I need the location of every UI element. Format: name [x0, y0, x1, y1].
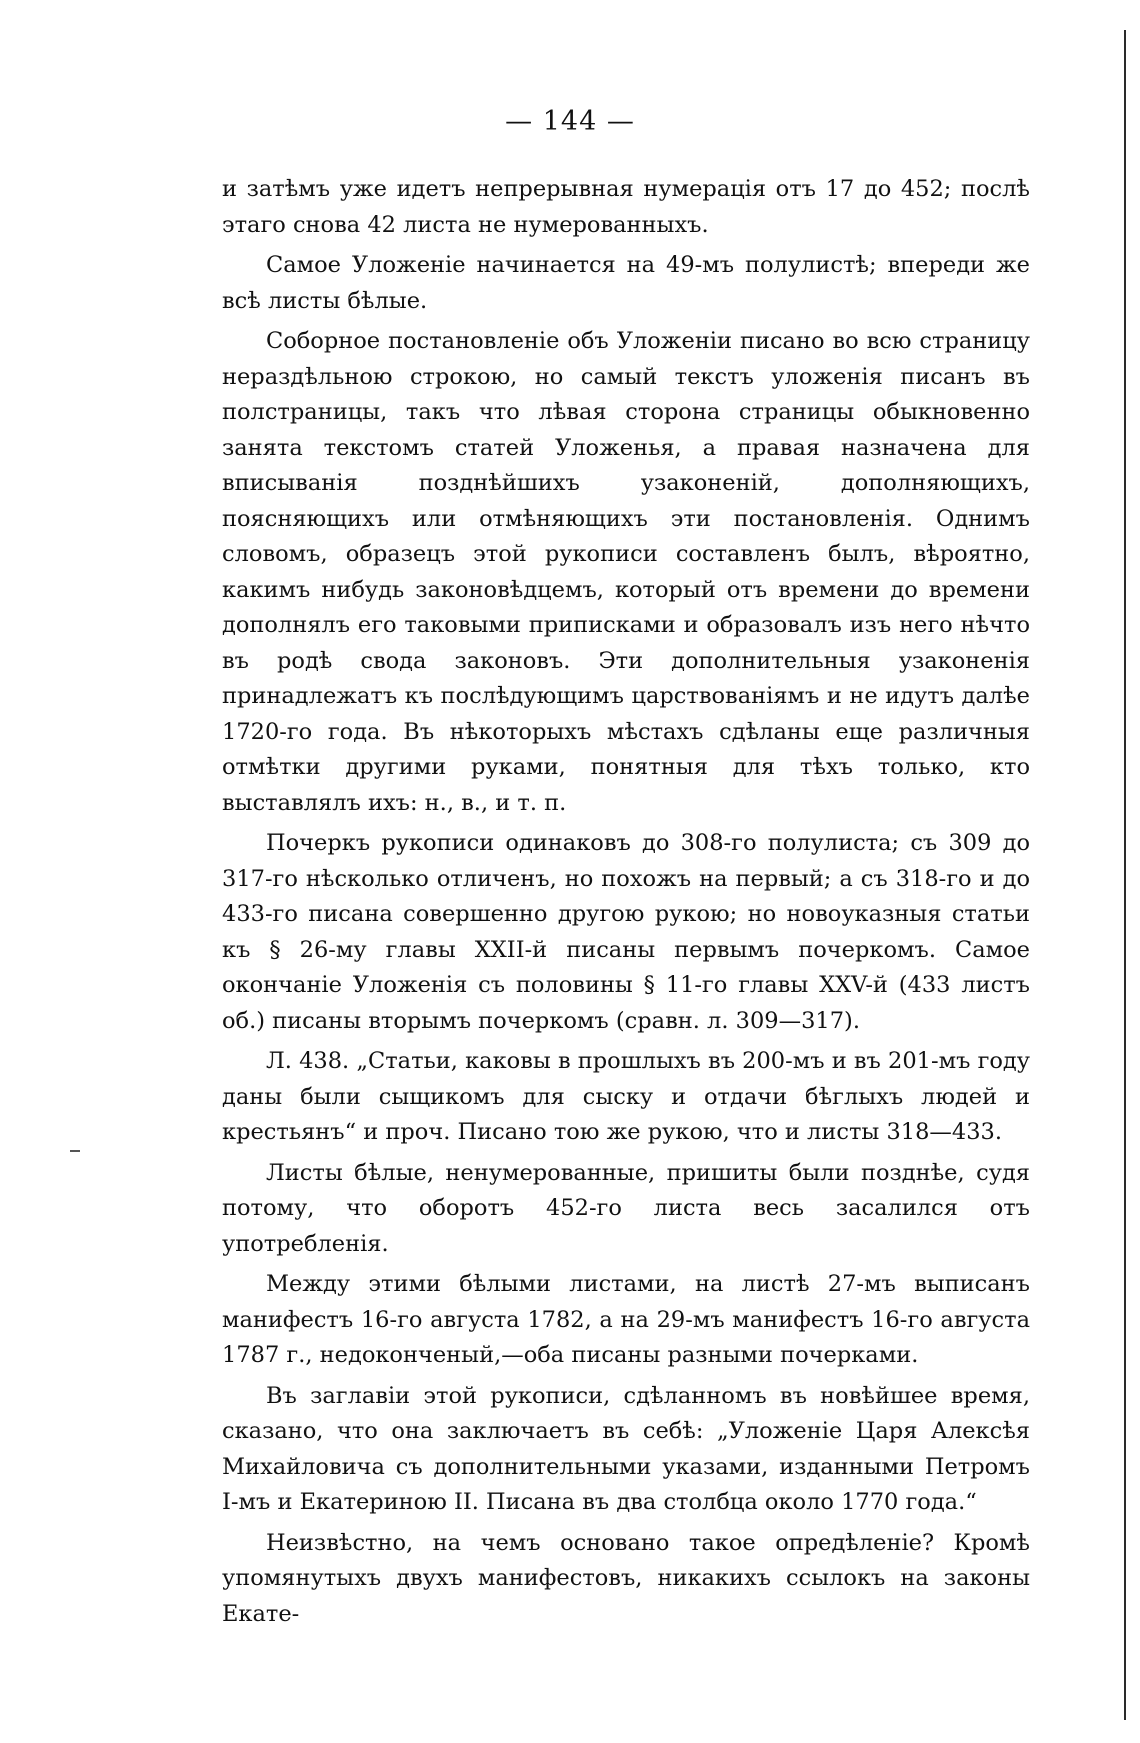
- paragraph: Самое Уложеніе начинается на 49-мъ полулистѣ; впереди же всѣ листы бѣлые.: [222, 252, 1030, 314]
- paragraph: Соборное постановленіе объ Уложеніи писано во всю страницу нераздѣльною строкою, но самый текстъ уложенія писанъ въ полстраницы, такъ что лѣвая сторона страницы обыкновенно занята текстомъ статей Уложенья, а правая назначена для вписыванія позднѣйшихъ узаконеній, дополняющихъ, поясняющихъ или отмѣняющихъ эти постановленія. Однимъ словомъ, образецъ этой рукописи составленъ былъ, вѣроятно, какимъ нибудь законовѣдцемъ, который отъ времени до времени дополнялъ его таковыми приписками и образовалъ изъ него нѣчто въ родѣ свода законовъ. Эти дополнительныя узаконенія принадлежатъ къ послѣдующимъ царствованіямъ и не идутъ далѣе 1720-го года. Въ нѣкоторыхъ мѣстахъ сдѣланы еще различныя отмѣтки другими руками, понятныя для тѣхъ только, кто выставлялъ ихъ: н., в., и т. п.: [222, 328, 1030, 816]
- paragraph: Почеркъ рукописи одинаковъ до 308-го полулиста; съ 309 до 317-го нѣсколько отличенъ, но похожъ на первый; а съ 318-го и до 433-го писана совершенно другою рукою; но новоуказныя статьи къ § 26-му главы XXII-й писаны первымъ почеркомъ. Самое окончаніе Уложенія съ половины § 11-го главы XXV-й (433 листъ об.) писаны вторымъ почеркомъ (сравн. л. 309—317).: [222, 830, 1030, 1034]
- paragraph: Между этими бѣлыми листами, на листѣ 27-мъ выписанъ манифестъ 16-го августа 1782, а на 29-мъ манифестъ 16-го августа 1787 г., недоконченый,—оба писаны разными почерками.: [222, 1271, 1030, 1368]
- scan-mark: [70, 1150, 80, 1152]
- body-text: [222, 172, 1030, 1637]
- paragraph-continuation: и затѣмъ уже идетъ непрерывная нумерація отъ 17 до 452; послѣ этаго снова 42 листа не нумерованныхъ.: [222, 176, 1030, 238]
- paragraph: Неизвѣстно, на чемъ основано такое опредѣленіе? Кромѣ упомянутыхъ двухъ манифестовъ, никакихъ ссылокъ на законы Екате-: [222, 1529, 1030, 1627]
- page-number: — 144 —: [505, 106, 635, 137]
- page-edge-rule: [1124, 30, 1126, 1720]
- paragraph: Въ заглавіи этой рукописи, сдѣланномъ въ новѣйшее время, сказано, что она заключаетъ въ себѣ: „Уложеніе Царя Алексѣя Михайловича съ дополнительными указами, изданными Петромъ I-мъ и Екатериною II. Писана въ два столбца около 1770 года.“: [222, 1382, 1030, 1515]
- paragraph: Листы бѣлые, ненумерованные, пришиты были позднѣе, судя потому, что оборотъ 452-го листа весь засалился отъ употребленія.: [222, 1159, 1030, 1257]
- paragraph: Л. 438. „Статьи, каковы в прошлыхъ въ 200-мъ и въ 201-мъ году даны были сыщикомъ для сыску и отдачи бѣглыхъ людей и крестьянъ“ и проч. Писано тою же рукою, что и листы 318—433.: [222, 1048, 1030, 1145]
